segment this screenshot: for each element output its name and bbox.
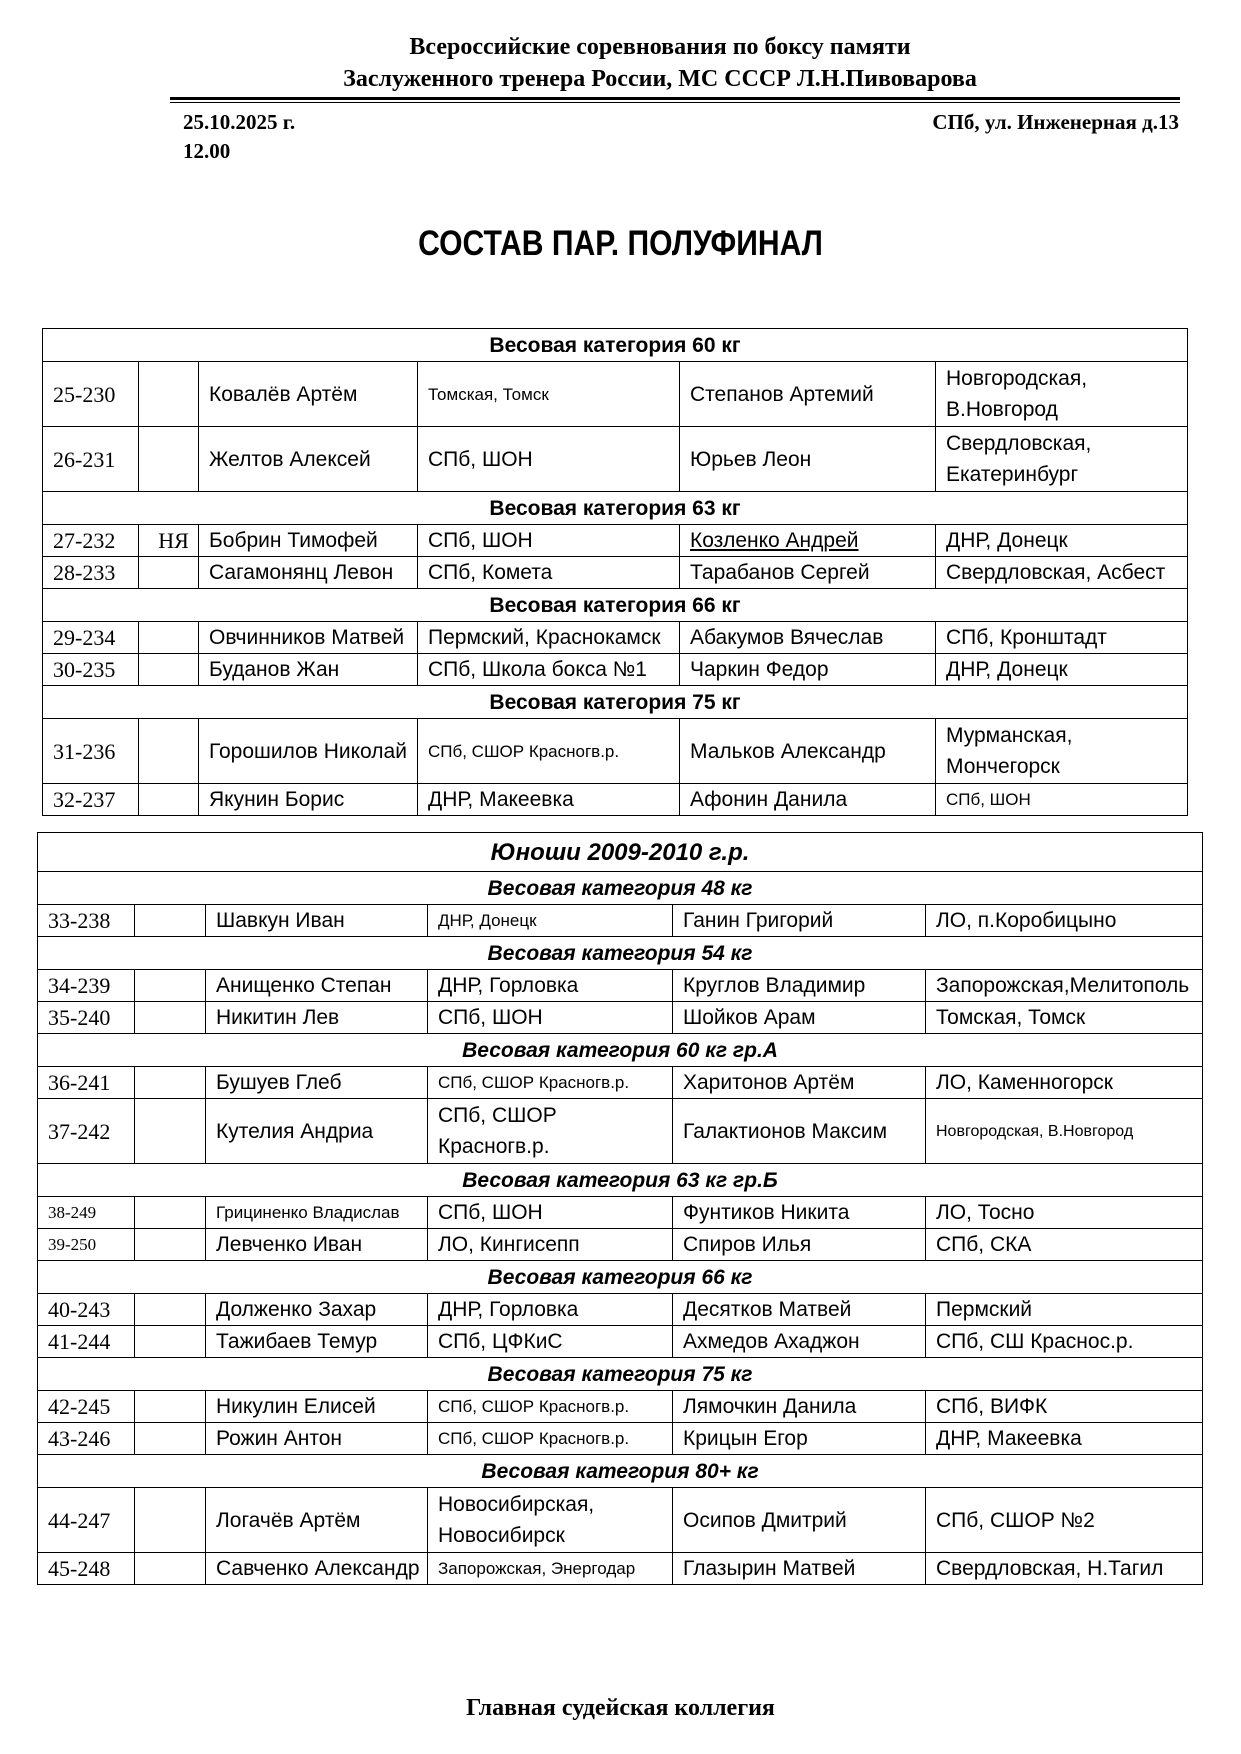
event-time: 12.00 [183,139,231,163]
age-group-header: Юноши 2009-2010 г.р. [38,833,1203,872]
weight-category-header: Весовая категория 60 кг [43,329,1188,362]
table-row: 42-245 Никулин Елисей СПб, СШОР Красногв.р. Лямочкин Данила СПб, ВИФК [38,1391,1203,1423]
header-rule-thin [170,102,1180,103]
weight-category-header: Весовая категория 66 кг [43,589,1188,622]
table-row: 37-242 Кутелия Андриа СПб, СШОР Красногв.р. Галактионов Максим Новгородская, В.Новгород [38,1099,1203,1164]
table-row: 43-246 Рожин Антон СПб, СШОР Красногв.р. Крицын Егор ДНР, Макеевка [38,1423,1203,1455]
table-row: 31-236 Горошилов Николай СПб, СШОР Красногв.р. Мальков Александр Мурманская, Мончегорск [43,719,1188,784]
no-show-note: НЯ [139,525,199,557]
event-place: СПб, ул. Инженерная д.13 [932,110,1179,134]
table-row: 36-241 Бушуев Глеб СПб, СШОР Красногв.р. Харитонов Артём ЛО, Каменногорск [38,1067,1203,1099]
weight-category-header: Весовая категория 75 кг [43,686,1188,719]
header-line-2: Заслуженного тренера России, МС СССР Л.Н.Пивоварова [343,66,977,92]
footer-signature: Главная судейская коллегия [466,1695,775,1721]
weight-category-header: Весовая категория 63 кг гр.Б [38,1164,1203,1197]
table-row: 40-243 Долженко Захар ДНР, Горловка Десятков Матвей Пермский [38,1294,1203,1326]
header-rule-thick [170,97,1180,100]
table-row: 30-235 Буданов Жан СПб, Школа бокса №1 Чаркин Федор ДНР, Донецк [43,654,1188,686]
weight-category-header: Весовая категория 60 кг гр.А [38,1034,1203,1067]
page-title: СОСТАВ ПАР. ПОЛУФИНАЛ [418,224,823,263]
weight-category-header: Весовая категория 48 кг [38,872,1203,905]
header-line-1: Всероссийские соревнования по боксу памяти [409,34,911,60]
table-row: 35-240 Никитин Лев СПб, ШОН Шойков Арам Томская, Томск [38,1002,1203,1034]
weight-category-header: Весовая категория 75 кг [38,1358,1203,1391]
table-row: 25-230 Ковалёв Артём Томская, Томск Степанов Артемий Новгородская, В.Новгород [43,362,1188,427]
table-row: 45-248 Савченко Александр Запорожская, Энергодар Глазырин Матвей Свердловская, Н.Тагил [38,1553,1203,1585]
table-row: 29-234 Овчинников Матвей Пермский, Краснокамск Абакумов Вячеслав СПб, Кронштадт [43,622,1188,654]
weight-category-header: Весовая категория 66 кг [38,1261,1203,1294]
pairs-table-part2 [37,832,1203,1585]
table-row: 26-231 Желтов Алексей СПб, ШОН Юрьев Леон Свердловская, Екатеринбург [43,427,1188,492]
table-row: 32-237 Якунин Борис ДНР, Макеевка Афонин Данила СПб, ШОН [43,784,1188,816]
table-row: 44-247 Логачёв Артём Новосибирская, Новосибирск Осипов Дмитрий СПб, СШОР №2 [38,1488,1203,1553]
weight-category-header: Весовая категория 63 кг [43,492,1188,525]
pairs-table-part1 [42,328,1188,816]
table-row: 33-238 Шавкун Иван ДНР, Донецк Ганин Григорий ЛО, п.Коробицыно [38,905,1203,937]
table-row: 41-244 Тажибаев Темур СПб, ЦФКиС Ахмедов Ахаджон СПб, СШ Краснос.р. [38,1326,1203,1358]
weight-category-header: Весовая категория 54 кг [38,937,1203,970]
table-row: 27-232 НЯ Бобрин Тимофей СПб, ШОН Козленко Андрей ДНР, Донецк [43,525,1188,557]
table-row: 28-233 Сагамонянц Левон СПб, Комета Тарабанов Сергей Свердловская, Асбест [43,557,1188,589]
table-row: 39-250 Левченко Иван ЛО, Кингисепп Спиров Илья СПб, СКА [38,1229,1203,1261]
event-date: 25.10.2025 г. [183,110,296,134]
table-row: 38-249 Грициненко Владислав СПб, ШОН Фунтиков Никита ЛО, Тосно [38,1197,1203,1229]
weight-category-header: Весовая категория 80+ кг [38,1455,1203,1488]
table-row: 34-239 Анищенко Степан ДНР, Горловка Круглов Владимир Запорожская,Мелитополь [38,970,1203,1002]
